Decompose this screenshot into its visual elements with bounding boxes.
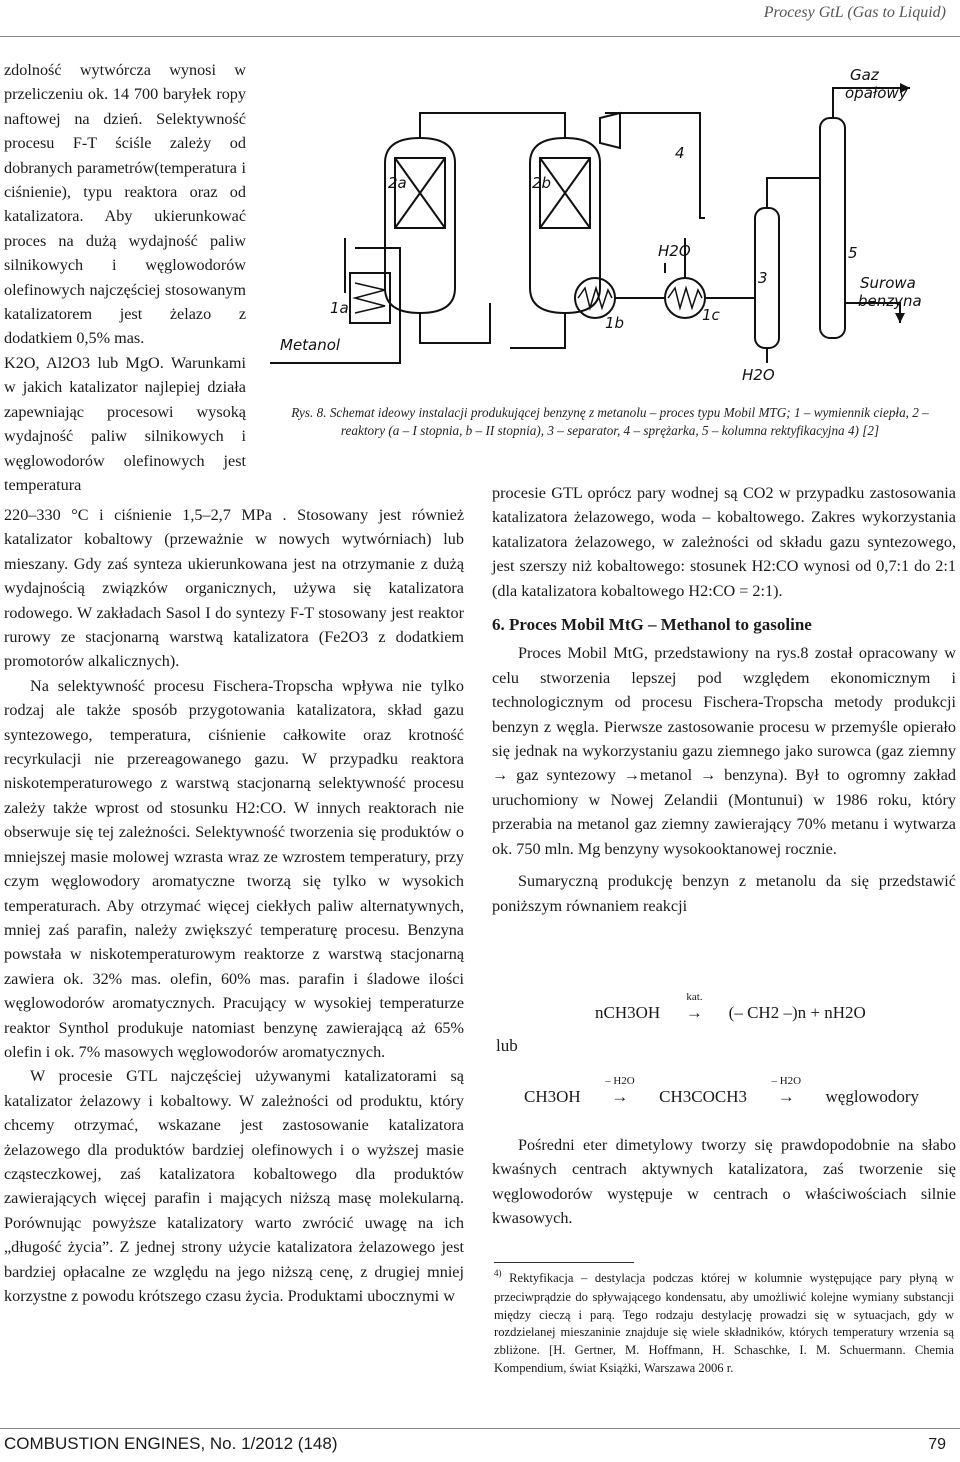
header-rule	[0, 36, 960, 37]
label-2b: 2b	[532, 174, 552, 192]
eq1-arrow: kat. →	[664, 1003, 724, 1023]
paragraph-conditions: 220–330 °C i ciśnienie 1,5–2,7 MPa . Stosowany jest również katalizator kobaltowy (przeważnie w nowych wytwórniach) lub mieszany. Gdy zaś synteza ukierunkowana jest na otrzymanie z dużą wydajnością związków organicznych, używa się katalizatora rodowego. W zakładach Sasol I do syntezy F-T stosowany jest reaktor rurowy ze stacjonarną warstwą katalizatora (Fe2O3 z dodatkiem promotorów alkalicznych).	[4, 506, 464, 671]
right-column	[492, 481, 956, 918]
eq2-intermediate: CH3COCH3	[659, 1087, 748, 1106]
label-opalowy: opałowy	[845, 84, 908, 102]
caption-ref: 4) [2]	[847, 422, 880, 438]
eq2-arrow-2: – H2O →	[751, 1087, 821, 1107]
footnote-mark: 4)	[494, 1268, 502, 1278]
label-h2o-bottom: H2O	[742, 366, 775, 384]
intro-paragraph: zdolność wytwórcza wynosi w przeliczeniu ok. 14 700 baryłek ropy naftowej na dzień. Selektywność procesu F-T ściśle zależy od dobranych parametrów(temperatura i ciśnienie), typu reaktora oraz od katalizatora. Aby ukierunkować proces na dużą wydajność paliw silnikowych i węglowodorów olefinowych najczęściej stosowanym katalizatorem jest żelazo z dodatkiem 0,5% mas.	[4, 61, 246, 348]
paragraph-summary: Sumaryczną produkcję benzyn z metanolu da się przedstawić poniższym równaniem reakcji	[492, 872, 956, 915]
ether-paragraph-box	[492, 1133, 956, 1231]
label-benzyna: benzyna	[858, 292, 922, 310]
label-5: 5	[848, 244, 858, 262]
caption-text: Rys. 8. Schemat ideowy instalacji produkującej benzynę z metanolu – proces typu Mobil MTG; 1 – wymiennik ciepła, 2 – reaktory (a – I stopnia, b – II stopnia), 3 – separator, 4 – sprężarka, 5 – kolumna rektyfikacyjna	[291, 405, 929, 438]
paragraph-selectivity: Na selektywność procesu Fischera-Tropscha wpływa nie tylko rodzaj ale także sposób przygotowania katalizatora, skład gazu syntezowego, temperatura, ciśnienie całkowite oraz krotność recyrkulacji nie przereagowanego gazu. W przypadku reaktora niskotemperaturowego z warstwą stacjonarną selektywność procesu zależy także wprost od stosunku H2:CO. W innych reaktorach nie obserwuje się tej zależności. Selektywność tworzenia się produktów o mniejszej masie molowej wzrasta wraz ze wzrostem temperatury, przy czym węglowodory aromatyczne tworzą się tylko w wysokich temperaturach. Aby otrzymać więcej ciekłych paliw alternatywnych, mniej zaś parafin, należy zwiększyć temperaturę procesu. Benzyna powstała w niskotemperaturowym reaktorze z warstwą stacjonarną zawiera ok. 32% mas. olefin, 60% mas. parafin i śladowe ilości węglowodorów aromatycznych. Pracujący w wysokiej temperaturze reaktor Synthol produkuje natomiast benzynę zawierającą aż 65% olefin i ok. 7% masowych węglowodorów aromatycznych.	[4, 676, 464, 1061]
eq1-reactant: nCH3OH	[595, 1003, 661, 1022]
label-1a: 1a	[330, 299, 349, 317]
paragraph-catalysts: W procesie GTL najczęściej używanymi katalizatorami są katalizator żelazowy i kobaltowy. W zależności od produktu, który chcemy otrzymać, wskazane jest zastosowanie katalizatora żelazowego dla produktów bardziej olefinowych i o wyższej masie cząsteczkowej, zaś katalizatora kobaltowego dla produktów zawierających więcej parafin i mających niższą masę molekularną. Porównując powyższe katalizatory warto zwrócić uwagę na ich „długość życia”. Z jednej strony użycie katalizatora żelazowego jest bardziej opłacalne ze względu na jego niższą cenę, z drugiej mniej korzystne z powodu krótszego czasu życia. Produktami ubocznymi w	[4, 1067, 464, 1305]
paragraph-mobil: Proces Mobil MtG, przedstawiony na rys.8 został opracowany w celu stworzenia lepszej pod względem ekonomicznym i technologicznym od procesu Fischera-Tropscha metody produkcji benzyn z węgla. Pierwsze zastosowanie procesu w przemyśle opierało się jednak na wykorzystaniu gazu ziemnego jako surowca (gaz ziemny → gaz syntezowy →metanol → benzyna). Był to ogromny zakład uruchomiony w Nowej Zelandii (Montunui) w 1986 roku, który przerabia na metanol gaz ziemny zawierający 70% metanu i wytwarza ok. 750 mln. Mg benzyny wysokooktanowej rocznie.	[492, 644, 956, 858]
eq1-products: (– CH2 –)n + nH2O	[728, 1003, 866, 1022]
label-2a: 2a	[388, 174, 407, 192]
left-narrow-column	[4, 58, 246, 497]
or-label: lub	[496, 1036, 518, 1055]
label-1c: 1c	[702, 306, 720, 324]
left-wide-column	[4, 503, 464, 1308]
figure-caption	[270, 404, 950, 439]
section-heading: 6. Proces Mobil MtG – Methanol to gasoline	[492, 615, 812, 635]
paragraph-byproducts: procesie GTL oprócz pary wodnej są CO2 w przypadku zastosowania katalizatora żelazowego, woda – kobaltowego. Zakres wykorzystania katalizatora żelazowego, w zależności od składu gazu syntezowego, jest szerszy niż kobaltowego: stosunek H2:CO wynosi od 0,7:1 do 2:1 (dla katalizatora kobaltowego H2:CO = 2:1).	[492, 484, 956, 600]
eq2-arrow-1: – H2O →	[585, 1087, 655, 1107]
eq2-methanol: CH3OH	[524, 1087, 581, 1106]
label-4: 4	[675, 144, 685, 162]
process-schematic-figure	[260, 58, 960, 388]
eq1-catalyst-label: kat.	[686, 991, 703, 1003]
footnote-rule	[494, 1262, 634, 1263]
label-3: 3	[758, 269, 768, 287]
equation-2	[524, 1075, 920, 1107]
eq2-product: węglowodory	[825, 1087, 920, 1106]
oxides-paragraph: K2O, Al2O3 lub MgO. Warunkami w jakich katalizator najlepiej działa zapewniając procesowi wysoką wydajność paliw silnikowych i węglowodorów olefinowych jest temperatura	[4, 353, 246, 494]
equation-1	[595, 991, 866, 1023]
label-surowa: Surowa	[860, 274, 916, 292]
label-1b: 1b	[605, 314, 625, 332]
footnote	[494, 1270, 954, 1378]
journal-footer: COMBUSTION ENGINES, No. 1/2012 (148)	[4, 1434, 338, 1453]
footnote-text: Rektyfikacja – destylacja podczas której w kolumnie występujące pary płyną w przeciwprądzie do spływającego kondensatu, aby umożliwić kolejne wymiany substancji między cieczą i parą. Tego rodzaju destylację prowadzi się w sytuacjach, gdy w rozdzielanej mieszaninie znajduje się wiele składników, których temperatury wrzenia są zbliżone. [H. Gertner, M. Hoffmann, H. Schaschke, I. M. Schuermann. Chemia Kompendium, świat Książki, Warszawa 2006 r.	[494, 1271, 954, 1375]
running-title: Procesy GtL (Gas to Liquid)	[763, 4, 946, 21]
label-gaz: Gaz	[850, 66, 879, 84]
label-h2o-top: H2O	[658, 242, 691, 260]
paragraph-ether: Pośredni eter dimetylowy tworzy się prawdopodobnie na słabo kwaśnych centrach aktywnych katalizatora, zaś tworzenie się węglowodorów występuje w centrach o właściwościach silnie kwasowych.	[492, 1136, 956, 1228]
page-number: 79	[928, 1436, 946, 1453]
label-metanol: Metanol	[280, 336, 341, 354]
eq2-over-2: – H2O	[771, 1075, 802, 1087]
footer-rule	[0, 1428, 960, 1429]
eq2-over-1: – H2O	[605, 1075, 635, 1087]
